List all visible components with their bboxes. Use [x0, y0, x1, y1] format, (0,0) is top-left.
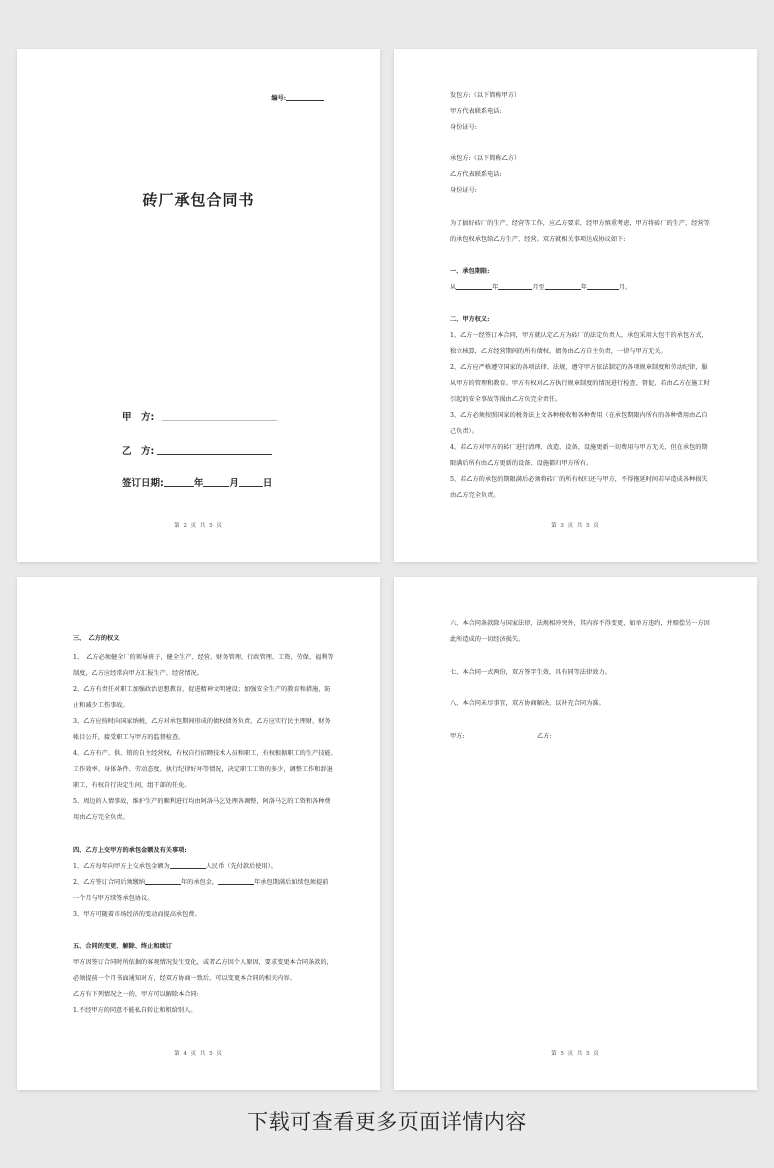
section-heading: 三、 乙方的权义 [73, 635, 120, 642]
text-line: 帐目公开，接受职工与甲方的监督检查。 [73, 734, 185, 741]
text-line: 5、若乙方的承包的期限满后必须将砖厂的所有权归还与甲方，不得拖延时间若早造成各种损失 [450, 476, 708, 483]
section-heading: 二、甲方权义: [450, 316, 490, 323]
text-line: 乙方有下列情况之一的，甲方可以解除本合同: [73, 991, 199, 998]
text-line: 引起的安全事故等损由乙方负完全责任。 [450, 396, 562, 403]
text-line: 3、甲方可随着市场经济的变动而提高承包费。 [73, 911, 201, 918]
text-line: 5、周边的人情事故，维护生产的顺利进行均由阿洛马乞处理各调整，阿洛马乞的工资和各种费 [73, 798, 331, 805]
party-a-field [122, 409, 277, 423]
term-period-line: 从 年 月至 年 月。 [450, 284, 632, 291]
text-line: 独立核算，乙方经营期间的所有债权、债务由乙方自主负责，一律与甲方无关。 [450, 348, 667, 355]
text-line: 一个月与甲方续签承包协议。 [73, 895, 154, 902]
text-line: 从甲方的管理和教育。甲方有权对乙方执行规章制度的情况进行检查、督促，若由乙方在施工时 [450, 380, 710, 387]
party-b-blank [157, 454, 272, 455]
text-line: 3、乙方应按时向国家纳税，乙方对承包期间形成的债权债务负责，乙方应实行民主理财，财务 [73, 718, 331, 725]
text-line: 由乙方完全负责。 [450, 492, 500, 499]
text-line: 甲方代表联系电话: [450, 108, 502, 115]
page-footer: 第 2 页 共 5 页 [174, 523, 223, 529]
text-line: 4、乙方有产、供、销的自主经营权，有权自行招聘技术人员和职工，有权根据职工的生产技能、 [73, 750, 337, 757]
text-line: 乙方代表联系电话: [450, 171, 502, 178]
document-page-2 [394, 49, 757, 562]
text-line: 承包方:（以下简称乙方） [450, 155, 521, 162]
sign-date-label: 签订日期: [122, 478, 164, 489]
text-line: 4、若乙方对甲方的砖厂进行清理、改造、设备、设施更新一切费用与甲方无关，但在承包的期 [450, 444, 708, 451]
text-line: 2、乙方有责任对职工加强政治思想教育，促进精神文明建设；加强安全生产的教育和措施，防 [73, 686, 331, 693]
document-page-cover [17, 49, 380, 562]
party-b-label: 乙 方: [122, 446, 155, 457]
text-line: 六、本合同条款除与国家法律、法规相冲突外，其内容不得变更，如单方违约，并赔偿另一方因 [450, 620, 710, 627]
text-line: 八、本合同未尽事宜，双方协商解决，以补充合同为准。 [450, 700, 605, 707]
text-line: 2、乙方应严格遵守国家的各项法律、法规，遵守甲方依法制定的各项规章制度和劳动纪律，服 [450, 364, 708, 371]
section-heading: 一、承包期限: [450, 268, 490, 275]
text-line: 身份证号: [450, 187, 477, 194]
text-line: 1.不经甲方的同意不能私自转让和租给别人。 [73, 1007, 197, 1014]
text-line: 止和减少工伤事故。 [73, 702, 129, 709]
download-caption: 下载可查看更多页面详情内容 [247, 1110, 527, 1134]
contract-number-blank [286, 100, 324, 101]
section-heading: 五、合同的变更、解除、终止和续订 [73, 943, 172, 950]
signature-party-a: 甲方: [450, 733, 465, 740]
fee-line: 1、乙方每年向甲方上交承包金额为 人民币（先付款后使用）。 [73, 863, 277, 870]
page-footer: 第 4 页 共 5 页 [174, 1051, 223, 1057]
text-line: 工作效率、身体条件、劳动态度、执行纪律好坏等情况，决定职工工资的多少，调整工作和辞退 [73, 766, 333, 773]
text-line: 为了搞好砖厂的生产、经营等工作，应乙方要求，经甲方慎重考虑，甲方将砖厂的生产、经营等 [450, 220, 710, 227]
document-page-4 [394, 577, 757, 1090]
text-line: 用由乙方完全负责。 [73, 814, 129, 821]
text-line: 此所造成的一切经济损失。 [450, 636, 525, 643]
text-line: 制度，乙方应经常向甲方汇报生产、经营情况。 [73, 670, 203, 677]
text-line: 七、本合同一式两份，双方签字生效，具有同等法律效力。 [450, 669, 611, 676]
text-line: 限满后所有由乙方更新的设备、设施都归甲方所有。 [450, 460, 593, 467]
sign-date-field [122, 475, 272, 489]
party-a-label: 甲 方: [122, 412, 155, 423]
page-footer: 第 3 页 共 5 页 [551, 523, 600, 529]
text-line: 己负责）。 [450, 428, 478, 435]
text-line: 3、乙方必须按照国家的税务法上文各种税收和各种费用（在承包期限内所有的各种费用由乙自 [450, 412, 708, 419]
contract-number-field [271, 93, 324, 102]
year-label: 年 [193, 478, 204, 489]
month-label: 月 [229, 478, 239, 489]
party-b-field [122, 443, 272, 457]
section-heading: 四、乙方上交甲方的承包金额及有关事项: [73, 847, 187, 854]
text-line: 职工，有权自行决定生间，组干部的任免。 [73, 782, 191, 789]
document-title: 砖厂承包合同书 [142, 191, 255, 209]
text-line: 的承包权承包给乙方生产、经营。双方就相关事项达成协议如下: [450, 236, 626, 243]
document-page-3 [17, 577, 380, 1090]
signature-party-b: 乙方: [537, 733, 552, 740]
text-line: 身份证号: [450, 124, 477, 131]
text-line: 必须提前一个月书面通知对方，经双方协商一致后，可以变更本合同的相关内容。 [73, 975, 296, 982]
text-line: 发包方:（以下简称甲方） [450, 92, 521, 99]
page-footer: 第 5 页 共 5 页 [551, 1051, 600, 1057]
party-a-blank [162, 420, 277, 421]
day-label: 日 [262, 478, 273, 489]
contract-number-label: 编号: [271, 95, 286, 102]
text-line: 甲方因签订合同时所依据的客观情况发生变化，或者乙方因个人原因，要求变更本合同条款的， [73, 959, 333, 966]
text-line: 1、乙方一经签订本合同，甲方就认定乙方为砖厂的法定负责人，承包采用大包干的承包方式， [450, 332, 708, 339]
deposit-line: 2、乙方签订合同后须缴纳 年的承包金， 年承包期满后如续包须提前 [73, 879, 329, 886]
text-line: 1、 乙方必须健全厂的领导班子，健全生产、经营、财务管理、行政管理、工资、劳保、福利等 [73, 654, 334, 661]
